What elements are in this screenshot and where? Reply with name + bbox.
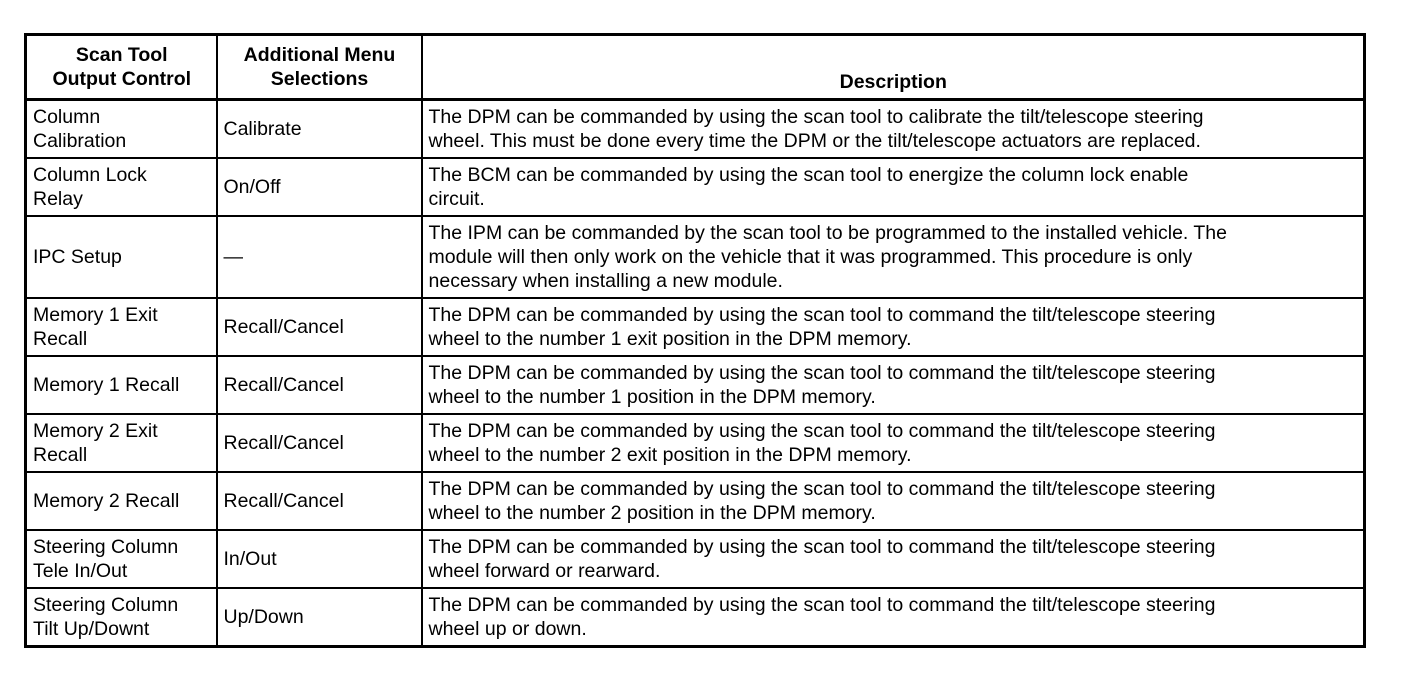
cell-line: wheel forward or rearward.: [428, 560, 661, 582]
table-row: [26, 100, 1365, 159]
output-control-table-container: [24, 33, 1366, 648]
cell-line: wheel to the number 2 exit position in the DPM memory.: [428, 444, 912, 466]
cell-menu-selection: On/Off: [217, 158, 422, 216]
cell-menu-selection: In/Out: [217, 530, 422, 588]
cell-line: wheel up or down.: [428, 618, 587, 640]
cell-line: The DPM can be commanded by using the scan tool to command the tilt/telescope steering: [428, 536, 1216, 558]
cell-line: necessary when installing a new module.: [428, 270, 783, 292]
cell-output-control: [26, 298, 217, 356]
cell-line: Memory 2 Recall: [33, 490, 180, 512]
cell-line: Memory 1 Exit: [33, 304, 158, 326]
cell-line: The BCM can be commanded by using the scan tool to energize the column lock enable: [428, 164, 1189, 186]
cell-line: Memory 1 Recall: [33, 374, 180, 396]
cell-line: The DPM can be commanded by using the scan tool to command the tilt/telescope steering: [428, 594, 1216, 616]
cell-line: module will then only work on the vehicle that it was programmed. This procedure is only: [428, 246, 1193, 268]
cell-description: [422, 472, 1365, 530]
cell-line: Relay: [33, 188, 83, 210]
table-row: [26, 472, 1365, 530]
header-row: [26, 35, 1365, 100]
cell-menu-selection: Up/Down: [217, 588, 422, 647]
cell-line: wheel to the number 1 position in the DPM memory.: [428, 386, 876, 408]
cell-line: The IPM can be commanded by the scan tool to be programmed to the installed vehicle. The: [428, 222, 1228, 244]
cell-description: [422, 298, 1365, 356]
cell-output-control: [26, 100, 217, 159]
cell-description: [422, 356, 1365, 414]
cell-line: The DPM can be commanded by using the scan tool to command the tilt/telescope steering: [428, 304, 1216, 326]
cell-line: Tilt Up/Downt: [33, 618, 150, 640]
header-additional-menu-selections: [217, 35, 422, 100]
cell-line: wheel to the number 2 position in the DPM memory.: [428, 502, 876, 524]
header-line: Output Control: [52, 68, 192, 90]
cell-line: circuit.: [428, 188, 485, 210]
cell-menu-selection: Recall/Cancel: [217, 298, 422, 356]
table-row: [26, 530, 1365, 588]
cell-line: The DPM can be commanded by using the scan tool to command the tilt/telescope steering: [428, 362, 1216, 384]
cell-output-control: [26, 530, 217, 588]
cell-output-control: [26, 414, 217, 472]
cell-menu-selection: Recall/Cancel: [217, 356, 422, 414]
cell-menu-selection: Recall/Cancel: [217, 472, 422, 530]
cell-line: Steering Column: [33, 594, 179, 616]
cell-output-control: [26, 356, 217, 414]
cell-line: wheel to the number 1 exit position in the DPM memory.: [428, 328, 912, 350]
cell-output-control: [26, 158, 217, 216]
cell-line: Column: [33, 106, 101, 128]
cell-line: The DPM can be commanded by using the scan tool to command the tilt/telescope steering: [428, 478, 1216, 500]
cell-menu-selection: —: [217, 216, 422, 298]
cell-line: Steering Column: [33, 536, 179, 558]
cell-menu-selection: Recall/Cancel: [217, 414, 422, 472]
cell-output-control: [26, 588, 217, 647]
header-line: Additional Menu: [243, 44, 396, 66]
table-header: [26, 35, 1365, 100]
cell-line: Recall: [33, 328, 88, 350]
cell-line: Tele In/Out: [33, 560, 128, 582]
cell-line: Calibration: [33, 130, 127, 152]
cell-output-control: [26, 472, 217, 530]
table-row: [26, 216, 1365, 298]
cell-line: The DPM can be commanded by using the scan tool to calibrate the tilt/telescope steering: [428, 106, 1204, 128]
table-row: [26, 414, 1365, 472]
cell-line: Memory 2 Exit: [33, 420, 158, 442]
cell-description: [422, 158, 1365, 216]
cell-description: [422, 530, 1365, 588]
table-body: [26, 100, 1365, 647]
cell-description: [422, 100, 1365, 159]
cell-line: IPC Setup: [33, 246, 122, 268]
table-row: [26, 158, 1365, 216]
table-row: [26, 298, 1365, 356]
cell-line: wheel. This must be done every time the DPM or the tilt/telescope actuators are replaced.: [428, 130, 1201, 152]
cell-line: Column Lock: [33, 164, 147, 186]
table-row: [26, 588, 1365, 647]
header-description: Description: [422, 35, 1365, 100]
cell-line: The DPM can be commanded by using the scan tool to command the tilt/telescope steering: [428, 420, 1216, 442]
table-row: [26, 356, 1365, 414]
cell-description: [422, 414, 1365, 472]
cell-description: [422, 588, 1365, 647]
header-line: Scan Tool: [75, 44, 168, 66]
cell-line: Recall: [33, 444, 88, 466]
cell-description: [422, 216, 1365, 298]
header-line: Selections: [270, 68, 369, 90]
header-scan-tool-output-control: [26, 35, 217, 100]
output-control-table: [24, 33, 1366, 648]
cell-output-control: [26, 216, 217, 298]
cell-menu-selection: Calibrate: [217, 100, 422, 159]
